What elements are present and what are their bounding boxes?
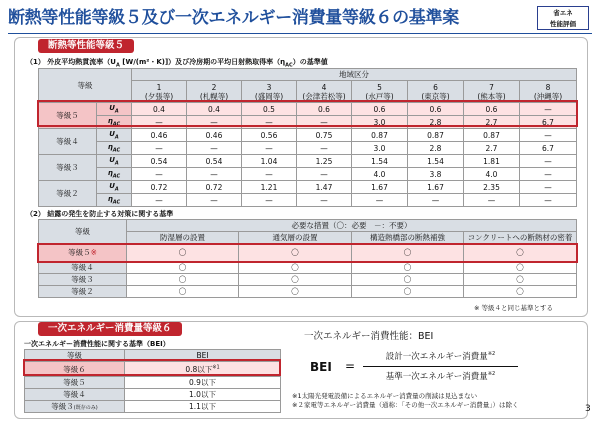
insulation-grade-tab: 断熱等性能等級５ — [38, 39, 134, 53]
measure-cell: 〇 — [239, 262, 352, 274]
measure-cell: 〇 — [464, 262, 577, 274]
table1-cell: 3.0 — [352, 142, 408, 155]
region-name: (水戸等) — [365, 91, 394, 101]
bei-row — [25, 389, 281, 401]
region-name: (東京等) — [421, 91, 450, 101]
table1-cell: 0.54 — [187, 155, 242, 168]
region-name: (沖縄等) — [533, 91, 563, 101]
table1-cell: — — [297, 142, 352, 155]
table1-cell: 0.5 — [242, 103, 297, 116]
table1-cell: 0.46 — [132, 129, 187, 142]
region-header-8 — [520, 81, 577, 103]
table1-cell: 1.04 — [242, 155, 297, 168]
region-name: (熊本等) — [477, 91, 506, 101]
region-header-5 — [352, 81, 408, 103]
table1-cell: — — [132, 194, 187, 207]
region-number: 4 — [321, 82, 327, 92]
table1-cell: 4.0 — [352, 168, 408, 181]
bei-grade-label — [25, 362, 125, 377]
table1-row — [39, 116, 577, 129]
bei-note-1: ※1太陽光発電設備によるエネルギー消費量の削減は見込まない — [292, 392, 478, 400]
bei-denominator — [363, 370, 518, 382]
table1-grade-label: 等級３ — [39, 155, 97, 181]
bei-value-text: 1.1以下 — [189, 402, 216, 411]
table1-cell: — — [408, 194, 464, 207]
measure-header: 構造熱橋部の断熱補強 — [352, 232, 464, 244]
table2-row — [39, 274, 577, 286]
table2-row — [39, 286, 577, 298]
measure-cell: 〇 — [127, 286, 239, 298]
table1-cell: — — [520, 168, 577, 181]
eta-symbol: $\eta_{AC}$ — [97, 116, 132, 129]
table1-cell: — — [242, 116, 297, 129]
table2-grade-label — [39, 244, 127, 262]
table1-cell: — — [520, 129, 577, 142]
region-name: (盛岡等) — [254, 91, 284, 101]
measure-cell: 〇 — [352, 274, 464, 286]
table2-grade-label — [39, 274, 127, 286]
table1-cell: 2.7 — [464, 142, 520, 155]
region-name: (札幌等) — [199, 91, 229, 101]
measure-cell: 〇 — [464, 244, 577, 262]
measure-cell: 〇 — [352, 286, 464, 298]
grade-text: 等級３ — [71, 275, 94, 284]
table1-cell: 3.0 — [352, 116, 408, 129]
bei-grade-label — [25, 401, 125, 413]
table1-cell: 2.8 — [408, 116, 464, 129]
table1-row — [39, 181, 577, 194]
numerator-text: 設計一次エネルギー消費量 — [385, 352, 488, 362]
eta-symbol: $\eta_{AC}$ — [97, 142, 132, 155]
equals-sign: = — [345, 359, 356, 373]
page-title: 断熱等性能等級５及び一次エネルギー消費量等級６の基準案 — [8, 8, 459, 28]
bei-subheading: 一次エネルギー消費性能に関する基準（BEI） — [24, 340, 170, 348]
bei-grade-label — [25, 389, 125, 401]
measure-cell: 〇 — [239, 286, 352, 298]
grade-mark: ※ — [90, 248, 97, 257]
table2-row — [39, 262, 577, 274]
region-number: 6 — [433, 82, 438, 92]
table1-cell: 0.87 — [352, 129, 408, 142]
table1-cell: — — [464, 194, 520, 207]
table1-cell: — — [352, 194, 408, 207]
table1-cell: 6.7 — [520, 142, 577, 155]
table1-cell: 0.4 — [132, 103, 187, 116]
table1-cell: 0.6 — [464, 103, 520, 116]
badge-line1: 省エネ — [553, 9, 573, 17]
region-header-3 — [242, 81, 297, 103]
title-divider — [8, 33, 592, 34]
table1-cell: 4.0 — [464, 168, 520, 181]
table1-cell: — — [520, 194, 577, 207]
table1-cell: 2.8 — [408, 142, 464, 155]
sub1-rest-text: [W/(m²・K)]）及び冷房期の平均日射熱取得率（η — [119, 58, 286, 66]
table1-cell: — — [242, 194, 297, 207]
table1-row — [39, 194, 577, 207]
table1-row — [39, 155, 577, 168]
ua-symbol: $U_A$ — [97, 129, 132, 142]
measure-cell: 〇 — [352, 244, 464, 262]
table1-cell: 3.8 — [408, 168, 464, 181]
bei-row — [25, 401, 281, 413]
measure-cell: 〇 — [464, 274, 577, 286]
ua-symbol: $U_A$ — [97, 181, 132, 194]
bei-table — [24, 349, 281, 413]
region-number: 7 — [489, 82, 494, 92]
table1-cell: 1.25 — [297, 155, 352, 168]
bei-value — [125, 362, 281, 377]
table1-cell: 1.81 — [464, 155, 520, 168]
numerator-sup: ※2 — [487, 351, 496, 358]
table1-cell: — — [520, 103, 577, 116]
measure-cell: 〇 — [127, 274, 239, 286]
table1-row — [39, 142, 577, 155]
table1-cell: — — [242, 168, 297, 181]
table1-cell: — — [132, 168, 187, 181]
measure-cell: 〇 — [127, 244, 239, 262]
table1-grade-label: 等級２ — [39, 181, 97, 207]
table1-row — [39, 168, 577, 181]
grade-text: 等級４ — [63, 390, 86, 399]
table1-grade-label: 等級５ — [39, 103, 97, 129]
table1-cell: — — [187, 142, 242, 155]
region-number: 3 — [266, 82, 272, 92]
condensation-table — [38, 219, 577, 298]
grade-text: 等級６ — [63, 364, 86, 374]
bei-value-text: 1.0以下 — [189, 390, 216, 399]
fraction-bar — [363, 366, 518, 367]
measure-cell: 〇 — [239, 244, 352, 262]
table1-cell: 1.54 — [408, 155, 464, 168]
measure-cell: 〇 — [239, 274, 352, 286]
table1-cell: — — [187, 168, 242, 181]
table1-cell: 0.6 — [408, 103, 464, 116]
table1-cell: 0.72 — [132, 181, 187, 194]
table1-cell: — — [520, 181, 577, 194]
table1-cell: 0.54 — [132, 155, 187, 168]
table2-row — [39, 244, 577, 262]
table1-row — [39, 103, 577, 116]
bei-value — [125, 377, 281, 389]
grade-text: 等級４ — [71, 263, 94, 272]
region-header-1 — [132, 81, 187, 103]
ua-symbol: $U_A$ — [97, 155, 132, 168]
badge-line2: 性能評価 — [550, 20, 576, 28]
grade-text: 等級５ — [68, 248, 91, 257]
subheading-ua-eta: （1） 外皮平均熱貫流率（$U_A$ [W/(m²・K)]）及び冷房期の平均日射熱取得率$(\eta_{AC})$の基準値 — [26, 58, 328, 69]
region-header-6 — [408, 81, 464, 103]
eta-symbol: $\eta_{AC}$ — [97, 194, 132, 207]
table1-cell: 0.6 — [352, 103, 408, 116]
bei-value-text: 0.8以下 — [185, 364, 213, 374]
table1-cell: 0.4 — [187, 103, 242, 116]
measure-header: コンクリートへの断熱材の密着 — [464, 232, 577, 244]
table1-cell: 0.75 — [297, 129, 352, 142]
table1-grade-header: 等級 — [39, 69, 132, 103]
table1-cell: 0.87 — [408, 129, 464, 142]
table1-cell: — — [520, 155, 577, 168]
grade-text: 等級３ — [51, 402, 74, 411]
table1-cell: — — [132, 116, 187, 129]
region-number: 8 — [545, 82, 551, 92]
sub1-text: （1） 外皮平均熱貫流率（U — [26, 58, 116, 66]
bei-row — [25, 362, 281, 377]
measure-cell: 〇 — [127, 262, 239, 274]
table2-legend: 必要な措置（〇：必要 －：不要） — [127, 220, 577, 232]
table2-footnote: ※ 等級４と同じ基準とする — [474, 304, 554, 312]
measure-cell: 〇 — [352, 262, 464, 274]
table1-cell: 6.7 — [520, 116, 577, 129]
page-number: 3 — [585, 404, 591, 414]
table1-cell: — — [132, 142, 187, 155]
table1-cell: 1.67 — [408, 181, 464, 194]
measure-cell: 〇 — [464, 286, 577, 298]
subheading-condensation: （2） 結露の発生を防止する対策に関する基準 — [26, 210, 174, 218]
table1-cell: 0.56 — [242, 129, 297, 142]
table1-cell: 1.21 — [242, 181, 297, 194]
grade-note: (既存のみ) — [73, 405, 98, 411]
bei-grade-label — [25, 377, 125, 389]
bei-grade-header: 等級 — [25, 350, 125, 362]
region-number: 1 — [156, 82, 162, 92]
region-name: (夕張等) — [144, 91, 174, 101]
table2-grade-header: 等級 — [39, 220, 127, 244]
region-number: 2 — [211, 82, 217, 92]
energy-grade-tab: 一次エネルギー消費量等級６ — [38, 322, 182, 336]
bei-value — [125, 401, 281, 413]
table1-cell: — — [297, 116, 352, 129]
eta-symbol: $\eta_{AC}$ — [97, 168, 132, 181]
region-number: 5 — [377, 82, 382, 92]
table1-cell: — — [187, 116, 242, 129]
bei-symbol: BEI — [310, 360, 332, 374]
bei-note-2: ※２家電等エネルギー消費量（通称：「その他一次エネルギー消費量」）は除く — [292, 401, 519, 409]
table1-row — [39, 129, 577, 142]
table1-cell: 2.35 — [464, 181, 520, 194]
table1-cell: 1.54 — [352, 155, 408, 168]
bei-row — [25, 377, 281, 389]
region-header-4 — [297, 81, 352, 103]
measure-header: 防湿層の設置 — [127, 232, 239, 244]
bei-value — [125, 389, 281, 401]
table1-region-header: 地域区分 — [132, 69, 577, 81]
table1-cell: 2.7 — [464, 116, 520, 129]
table1-cell: 0.46 — [187, 129, 242, 142]
table1-cell: 0.72 — [187, 181, 242, 194]
ua-symbol: $U_A$ — [97, 103, 132, 116]
table1-cell: 1.67 — [352, 181, 408, 194]
table1-grade-label: 等級４ — [39, 129, 97, 155]
table1-cell: — — [187, 194, 242, 207]
bei-value-text: 0.9以下 — [189, 378, 216, 387]
table1-cell: — — [242, 142, 297, 155]
table2-grade-label — [39, 286, 127, 298]
table1-cell: 0.6 — [297, 103, 352, 116]
region-name: (会津若松等) — [302, 91, 346, 101]
energy-evaluation-badge — [537, 6, 589, 30]
table2-grade-label — [39, 262, 127, 274]
bei-numerator — [363, 350, 518, 362]
region-header-7 — [464, 81, 520, 103]
sub1-end-text: ）の基準値 — [292, 58, 328, 66]
table1-cell: — — [297, 194, 352, 207]
table1-cell: 1.47 — [297, 181, 352, 194]
ua-eta-table — [38, 68, 577, 207]
grade-text: 等級５ — [63, 378, 86, 387]
grade-text: 等級２ — [71, 287, 94, 296]
bei-value-sup: ※1 — [212, 364, 220, 370]
table1-cell: 0.87 — [464, 129, 520, 142]
denominator-sup: ※2 — [487, 371, 496, 378]
measure-header: 通気層の設置 — [239, 232, 352, 244]
bei-value-header: BEI — [125, 350, 281, 362]
table1-cell: — — [297, 168, 352, 181]
denominator-text: 基準一次エネルギー消費量 — [385, 372, 488, 382]
region-header-2 — [187, 81, 242, 103]
bei-formula-title: 一次エネルギー消費性能：BEI — [304, 331, 434, 342]
